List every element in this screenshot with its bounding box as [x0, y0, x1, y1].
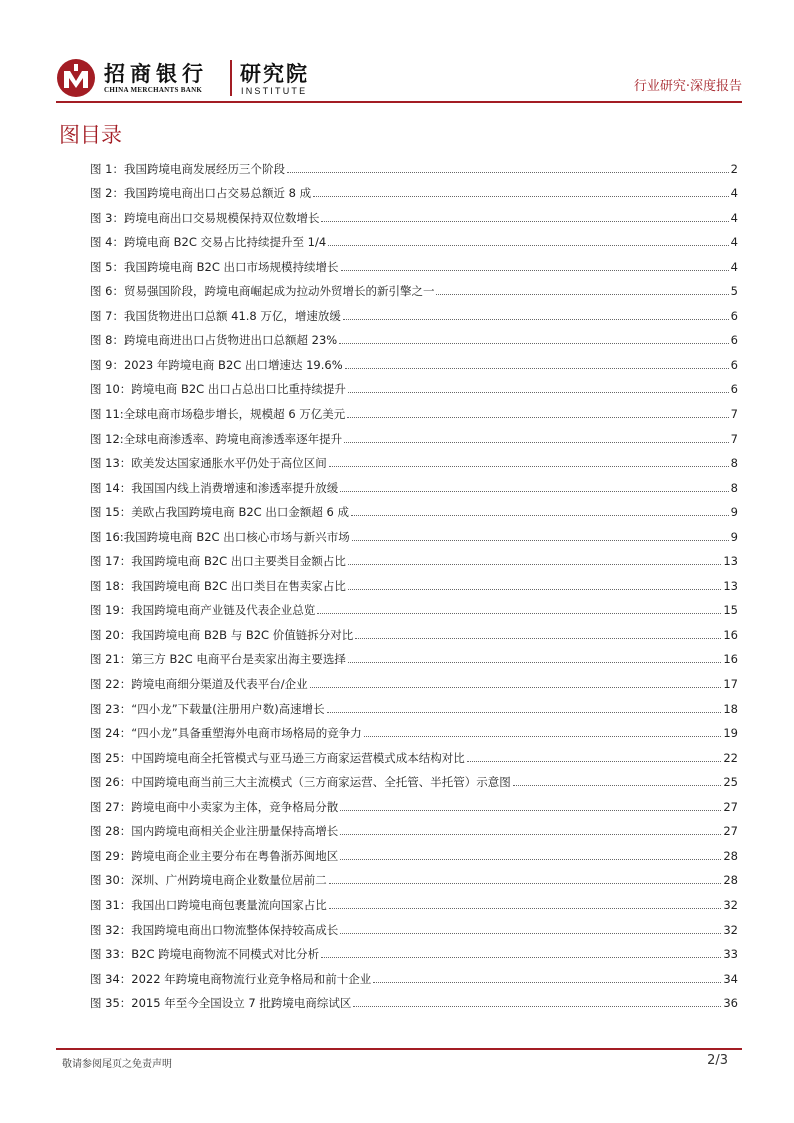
toc-entry-label: 图 21：第三方 B2C 电商平台是卖家出海主要选择: [90, 652, 346, 667]
toc-entry-label: 图 30：深圳、广州跨境电商企业数量位居前二: [90, 873, 327, 888]
toc-entry-label: 图 15：美欧占我国跨境电商 B2C 出口金额超 6 成: [90, 505, 349, 520]
toc-entry-label: 图 23：“四小龙”下载量(注册用户数)高速增长: [90, 701, 325, 716]
toc-entry-page: 9: [730, 505, 738, 520]
toc-title: 图目录: [59, 123, 122, 147]
toc-entry-page: 6: [730, 382, 738, 397]
toc-entry[interactable]: [90, 421, 738, 446]
toc-entry[interactable]: [90, 396, 738, 421]
toc-entry-page: 13: [723, 554, 738, 569]
toc-entry-page: 8: [730, 480, 738, 495]
toc-entry[interactable]: [90, 151, 738, 176]
toc-entry-label: 图 2：我国跨境电商出口占交易总额近 8 成: [90, 186, 312, 201]
toc-entry-page: 9: [730, 529, 738, 544]
toc-entry-label: 图 4：跨境电商 B2C 交易占比持续提升至 1/4: [90, 235, 327, 250]
toc-entry-page: 7: [730, 431, 738, 446]
toc-entry[interactable]: [90, 937, 738, 962]
china-merchants-bank-logo: [56, 58, 96, 98]
brand-name-cn: 招商银行: [104, 61, 208, 86]
disclaimer-note: 敬请参阅尾页之免责声明: [62, 1059, 172, 1070]
toc-entry-page: 6: [730, 308, 738, 323]
toc-entry[interactable]: [90, 765, 738, 790]
toc-dot-leader: [352, 540, 729, 541]
toc-dot-leader: [317, 613, 721, 614]
toc-entry-label: 图 17：我国跨境电商 B2C 出口主要类目金额占比: [90, 554, 346, 569]
toc-entry[interactable]: [90, 814, 738, 839]
toc-dot-leader: [321, 221, 728, 222]
toc-dot-leader: [340, 933, 721, 934]
toc-entry-label: 图 29：跨境电商企业主要分布在粤鲁浙苏闽地区: [90, 848, 339, 863]
institute-name-cn: 研究院: [240, 61, 309, 86]
toc-entry-label: 图 8：跨境电商进出口占货物进出口总额超 23%: [90, 333, 338, 348]
toc-dot-leader: [329, 908, 722, 909]
toc-entry[interactable]: [90, 249, 738, 274]
toc-entry[interactable]: [90, 347, 738, 372]
toc-entry-label: 图 10：跨境电商 B2C 出口占总出口比重持续提升: [90, 382, 346, 397]
toc-entry-label: 图 7：我国货物进出口总额 41.8 万亿，增速放缓: [90, 308, 341, 323]
toc-entry-page: 32: [723, 922, 738, 937]
toc-entry-page: 15: [723, 603, 738, 618]
toc-entry-label: 图 6：贸易强国阶段，跨境电商崛起成为拉动外贸增长的新引擎之一: [90, 284, 435, 299]
toc-entry[interactable]: [90, 519, 738, 544]
toc-entry-page: 6: [730, 357, 738, 372]
toc-dot-leader: [343, 319, 729, 320]
toc-entry-page: 34: [723, 971, 738, 986]
toc-entry-page: 33: [723, 947, 738, 962]
toc-entry[interactable]: [90, 617, 738, 642]
toc-dot-leader: [373, 982, 721, 983]
toc-entry[interactable]: [90, 961, 738, 986]
toc-dot-leader: [348, 589, 722, 590]
toc-entry-page: 19: [723, 726, 738, 741]
toc-entry-page: 32: [723, 897, 738, 912]
toc-entry-label: 图 22：跨境电商细分渠道及代表平台/企业: [90, 677, 308, 692]
toc-entry-label: 图 34：2022 年跨境电商物流行业竞争格局和前十企业: [90, 971, 372, 986]
toc-entry-page: 22: [723, 750, 738, 765]
brand-name-en: CHINA MERCHANTS BANK: [104, 86, 203, 94]
toc-entry[interactable]: [90, 666, 738, 691]
toc-entry[interactable]: [90, 863, 738, 888]
toc-dot-leader: [344, 442, 729, 443]
toc-entry-page: 16: [723, 652, 738, 667]
toc-dot-leader: [310, 687, 722, 688]
toc-entry-page: 13: [723, 578, 738, 593]
toc-entry-page: 16: [723, 627, 738, 642]
toc-entry-label: 图 3：跨境电商出口交易规模保持双位数增长: [90, 210, 320, 225]
toc-dot-leader: [436, 294, 728, 295]
toc-entry[interactable]: [90, 912, 738, 937]
toc-entry-page: 4: [730, 210, 738, 225]
toc-dot-leader: [351, 515, 729, 516]
toc-entry[interactable]: [90, 716, 738, 741]
toc-entry[interactable]: [90, 176, 738, 201]
toc-entry-label: 图 31：我国出口跨境电商包裹量流向国家占比: [90, 897, 327, 912]
toc-entry-label: 图 25：中国跨境电商全托管模式与亚马逊三方商家运营模式成本结构对比: [90, 750, 465, 765]
page-header: [56, 52, 742, 102]
toc-entry[interactable]: [90, 691, 738, 716]
toc-entry-label: 图 1：我国跨境电商发展经历三个阶段: [90, 161, 285, 176]
toc-entry[interactable]: [90, 200, 738, 225]
toc-entry-page: 28: [723, 873, 738, 888]
toc-entry[interactable]: [90, 789, 738, 814]
toc-entry-page: 27: [723, 799, 738, 814]
toc-entry-page: 27: [723, 824, 738, 839]
toc-dot-leader: [364, 736, 722, 737]
toc-entry[interactable]: [90, 470, 738, 495]
toc-dot-leader: [353, 1006, 721, 1007]
toc-entry[interactable]: [90, 298, 738, 323]
toc-dot-leader: [340, 491, 728, 492]
toc-entry-page: 4: [730, 235, 738, 250]
toc-entry-page: 6: [730, 333, 738, 348]
toc-entry[interactable]: [90, 446, 738, 471]
toc-entry-label: 图 12:全球电商渗透率、跨境电商渗透率逐年提升: [90, 431, 343, 446]
toc-entry[interactable]: [90, 593, 738, 618]
toc-entry-page: 17: [723, 677, 738, 692]
toc-entry-label: 图 20：我国跨境电商 B2B 与 B2C 价值链拆分对比: [90, 627, 354, 642]
toc-entry[interactable]: [90, 838, 738, 863]
toc-entry-label: 图 35：2015 年至今全国设立 7 批跨境电商综试区: [90, 996, 352, 1011]
toc-dot-leader: [467, 761, 722, 762]
institute-name-en: INSTITUTE: [241, 86, 308, 96]
toc-dot-leader: [329, 883, 722, 884]
toc-entry-page: 4: [730, 186, 738, 201]
toc-entry-label: 图 32：我国跨境电商出口物流整体保持较高成长: [90, 922, 339, 937]
report-type-label: 行业研究·深度报告: [633, 79, 742, 94]
toc-entry-page: 25: [723, 775, 738, 790]
toc-entry-page: 4: [730, 259, 738, 274]
toc-entry-page: 2: [730, 161, 738, 176]
toc-dot-leader: [287, 172, 729, 173]
toc-entry[interactable]: [90, 274, 738, 299]
toc-entry-label: 图 19：我国跨境电商产业链及代表企业总览: [90, 603, 316, 618]
toc-entry-label: 图 11:全球电商市场稳步增长，规模超 6 万亿美元: [90, 407, 346, 422]
toc-dot-leader: [313, 196, 729, 197]
toc-entry-page: 18: [723, 701, 738, 716]
toc-entry[interactable]: [90, 740, 738, 765]
toc-entry-page: 36: [723, 996, 738, 1011]
toc-entry-label: 图 18：我国跨境电商 B2C 出口类目在售卖家占比: [90, 578, 346, 593]
toc-entry[interactable]: [90, 887, 738, 912]
footer-divider: [56, 1048, 742, 1050]
header-divider: [56, 101, 742, 103]
toc-entry[interactable]: [90, 323, 738, 348]
toc-entry-page: 8: [730, 456, 738, 471]
toc-entry-label: 图 26：中国跨境电商当前三大主流模式（三方商家运营、全托管、半托管）示意图: [90, 775, 511, 790]
toc-dot-leader: [340, 834, 721, 835]
toc-dot-leader: [348, 662, 722, 663]
toc-dot-leader: [345, 368, 729, 369]
toc-entry-label: 图 5：我国跨境电商 B2C 出口市场规模持续增长: [90, 259, 339, 274]
toc-entry-page: 7: [730, 407, 738, 422]
toc-entry-label: 图 28：国内跨境电商相关企业注册量保持高增长: [90, 824, 339, 839]
toc-dot-leader: [329, 466, 729, 467]
toc-entry[interactable]: [90, 225, 738, 250]
toc-dot-leader: [348, 392, 729, 393]
toc-dot-leader: [327, 712, 722, 713]
brand-separator: [230, 60, 232, 96]
toc-dot-leader: [347, 417, 728, 418]
toc-dot-leader: [513, 785, 722, 786]
toc-entry-label: 图 16:我国跨境电商 B2C 出口核心市场与新兴市场: [90, 529, 350, 544]
toc-entry[interactable]: [90, 495, 738, 520]
toc-entry-label: 图 13：欧美发达国家通胀水平仍处于高位区间: [90, 456, 327, 471]
toc-dot-leader: [328, 245, 728, 246]
toc-dot-leader: [341, 270, 729, 271]
toc-dot-leader: [340, 859, 721, 860]
toc-entry-page: 5: [730, 284, 738, 299]
toc-entry-label: 图 33：B2C 跨境电商物流不同模式对比分析: [90, 947, 320, 962]
toc-entry[interactable]: [90, 642, 738, 667]
toc-dot-leader: [340, 810, 721, 811]
toc-entry-label: 图 27：跨境电商中小卖家为主体，竞争格局分散: [90, 799, 339, 814]
toc-entry[interactable]: [90, 986, 738, 1011]
toc-entry[interactable]: [90, 372, 738, 397]
toc-entry-label: 图 14：我国国内线上消费增速和渗透率提升放缓: [90, 480, 339, 495]
toc-entry[interactable]: [90, 568, 738, 593]
figure-toc-list: [90, 151, 738, 1010]
toc-entry-label: 图 24：“四小龙”具备重塑海外电商市场格局的竞争力: [90, 726, 362, 741]
toc-dot-leader: [348, 564, 722, 565]
toc-dot-leader: [355, 638, 721, 639]
toc-entry-label: 图 9：2023 年跨境电商 B2C 出口增速达 19.6%: [90, 357, 343, 372]
toc-dot-leader: [321, 957, 721, 958]
toc-entry[interactable]: [90, 544, 738, 569]
page-number: 2/3: [707, 1053, 728, 1068]
toc-dot-leader: [339, 343, 728, 344]
toc-entry-page: 28: [723, 848, 738, 863]
